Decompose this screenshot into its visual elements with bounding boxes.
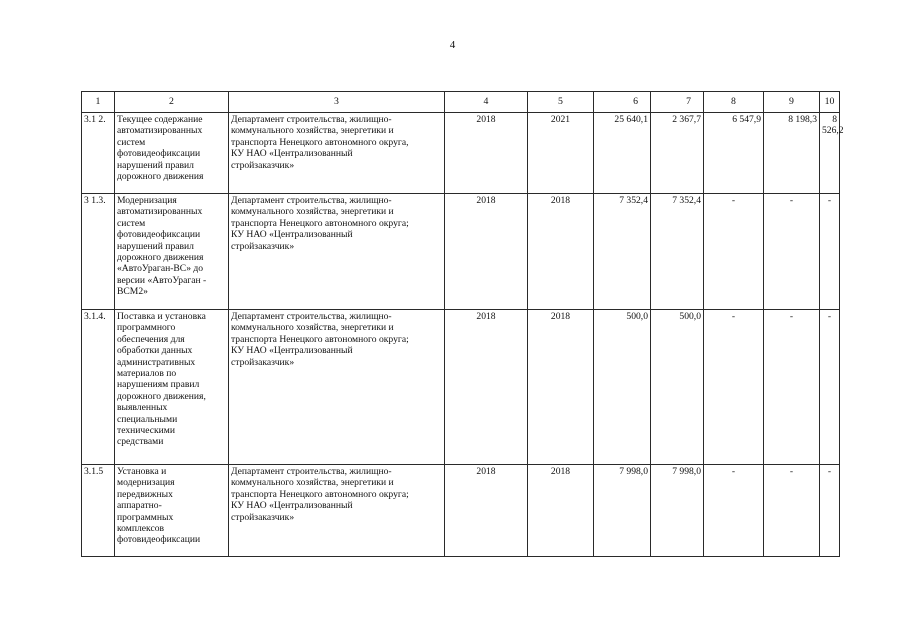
amount-col-7: 2 367,7 [651, 113, 704, 194]
page-number: 4 [449, 39, 456, 51]
start-year: 2018 [445, 310, 528, 465]
amount-col-10: - [820, 310, 840, 465]
amount-col-10: - [820, 465, 840, 557]
column-header-7: 7 [651, 92, 704, 113]
row-code: 3.1.5 [82, 465, 115, 557]
amount-col-8: - [704, 194, 764, 310]
table-row [82, 465, 840, 557]
start-year: 2018 [445, 465, 528, 557]
executor-text: Департамент строительства, жилищно- коммунального хозяйства, энергетики и транспорта Ненецкого автономного округа, КУ НАО «Централизованный стройзаказчик» [231, 114, 409, 171]
end-year: 2018 [528, 194, 594, 310]
start-year: 2018 [445, 194, 528, 310]
column-header-4: 4 [445, 92, 528, 113]
amount-col-9: - [764, 310, 820, 465]
executor [229, 465, 445, 557]
row-code: 3.1 2. [82, 113, 115, 194]
row-code: 3 1.3. [82, 194, 115, 310]
column-header-5: 5 [528, 92, 594, 113]
executor-text: Департамент строительства, жилищно- коммунального хозяйства, энергетики и транспорта Ненецкого автономного округа; КУ НАО «Централизованный стройзаказчик» [231, 195, 409, 252]
amount-col-8: - [704, 310, 764, 465]
table-row [82, 113, 840, 194]
end-year: 2018 [528, 465, 594, 557]
total-amount: 7 352,4 [594, 194, 651, 310]
amount-col-8: 6 547,9 [704, 113, 764, 194]
total-amount: 500,0 [594, 310, 651, 465]
amount-col-9: 8 198,3 [764, 113, 820, 194]
table-row [82, 194, 840, 310]
table-row [82, 310, 840, 465]
activity-name [115, 465, 229, 557]
column-header-10: 10 [820, 92, 840, 113]
activity-name-text: Установка и модернизация передвижных аппаратно- программных комплексов фотовидеофиксации [117, 466, 201, 546]
row-code: 3.1.4. [82, 310, 115, 465]
activity-name [115, 113, 229, 194]
column-header-1: 1 [82, 92, 115, 113]
amount-col-7: 7 352,4 [651, 194, 704, 310]
amount-col-9: - [764, 194, 820, 310]
executor [229, 310, 445, 465]
column-header-6: 6 [594, 92, 651, 113]
total-amount: 7 998,0 [594, 465, 651, 557]
amount-col-9: - [764, 465, 820, 557]
amount-col-10: - [820, 194, 840, 310]
table-header-row [82, 92, 840, 113]
activity-name-text: Текущее содержание автоматизированных систем фотовидеофиксации нарушений правил дорожного движения [117, 114, 204, 183]
executor-text: Департамент строительства, жилищно- коммунального хозяйства, энергетики и транспорта Ненецкого автономного округа; КУ НАО «Централизованный стройзаказчик» [231, 311, 409, 368]
amount-col-8: - [704, 465, 764, 557]
activity-name [115, 194, 229, 310]
column-header-8: 8 [704, 92, 764, 113]
program-activities-table [81, 91, 844, 557]
executor [229, 194, 445, 310]
end-year: 2018 [528, 310, 594, 465]
amount-col-7: 7 998,0 [651, 465, 704, 557]
executor [229, 113, 445, 194]
column-header-2: 2 [115, 92, 229, 113]
end-year: 2021 [528, 113, 594, 194]
executor-text: Департамент строительства, жилищно- коммунального хозяйства, энергетики и транспорта Ненецкого автономного округа; КУ НАО «Централизованный стройзаказчик» [231, 466, 409, 523]
activity-name [115, 310, 229, 465]
activity-name-text: Поставка и установка программного обеспечения для обработки данных административных материалов по нарушениям правил дорожного движения, выявленных специальными техническими средствами [117, 311, 206, 448]
total-amount: 25 640,1 [594, 113, 651, 194]
start-year: 2018 [445, 113, 528, 194]
amount-col-10: 8 526,2 [820, 113, 840, 194]
column-header-3: 3 [229, 92, 445, 113]
amount-col-7: 500,0 [651, 310, 704, 465]
column-header-9: 9 [764, 92, 820, 113]
activity-name-text: Модернизация автоматизированных систем фотовидеофиксации нарушений правил дорожного движения «АвтоУраган-ВС» до версии «АвтоУраган - ВСМ2» [117, 195, 207, 298]
